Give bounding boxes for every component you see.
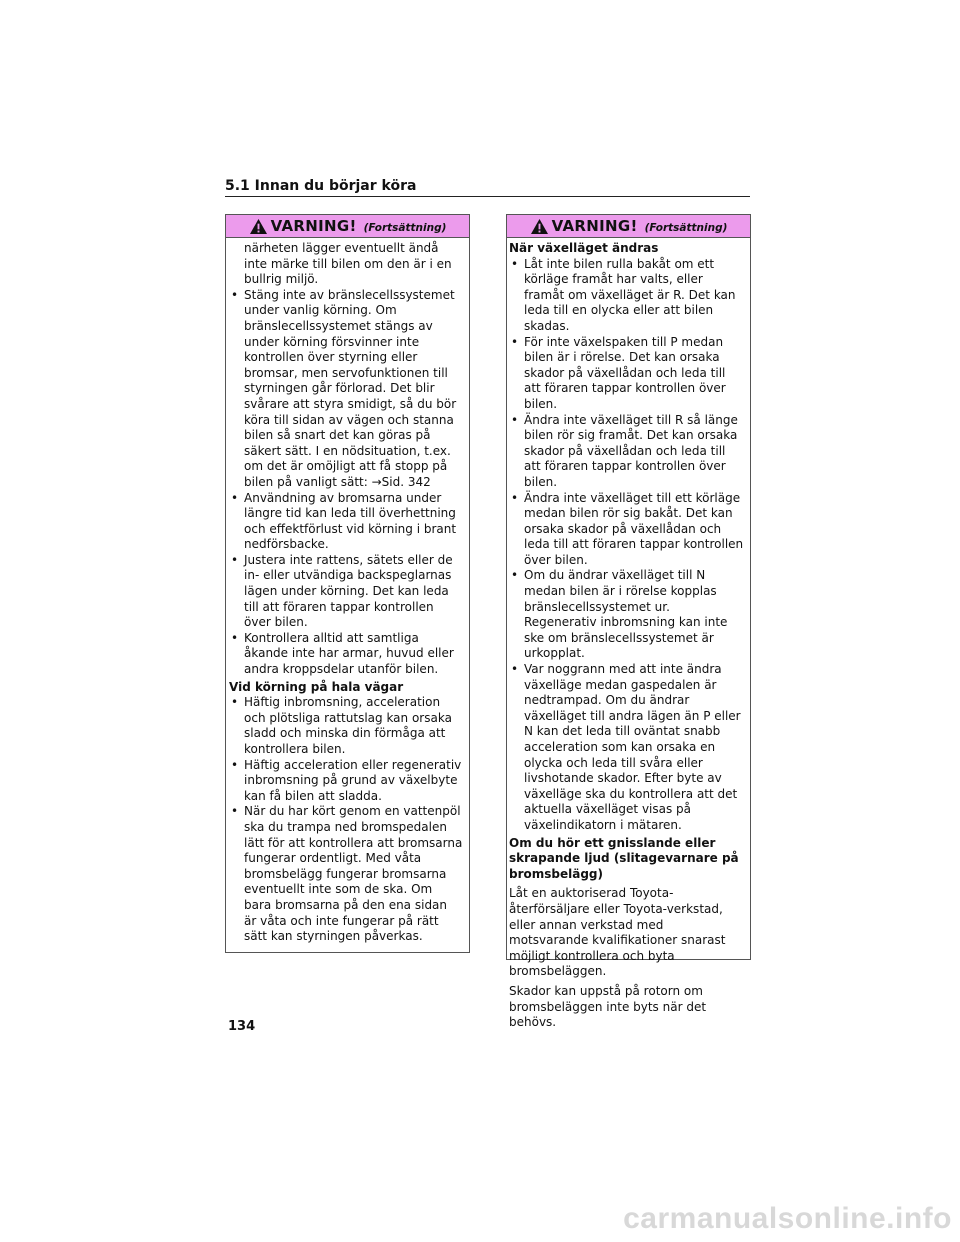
list-item: • Användning av bromsarna under längre tid kan leda till överhettning och effektförlust vid körning i brant nedförsbacke. xyxy=(229,491,463,553)
list-item: • Kontrollera alltid att samtliga åkande inte har armar, huvud eller andra kroppsdelar utanför bilen. xyxy=(229,631,463,678)
bullet-list xyxy=(509,257,744,834)
page-number: 134 xyxy=(228,1019,256,1034)
warning-body xyxy=(226,238,469,945)
subheading: När växelläget ändras xyxy=(509,241,659,255)
paragraph: Låt en auktoriserad Toyota-återförsäljare eller Toyota-verkstad, eller annan verkstad med motsvarande kvalifikationer snarast möjligt kontrollera och byta bromsbeläggen. xyxy=(509,886,726,979)
continued-text: närheten lägger eventuellt ändå inte märke till bilen om den är i en bullrig miljö. xyxy=(244,241,452,287)
subheading: Om du hör ett gnisslande eller skrapande ljud (slitagevarnare på bromsbelägg) xyxy=(509,835,739,881)
list-item: • När du har kört genom en vattenpöl ska du trampa ned bromspedalen lätt för att kontrollera att bromsarna fungerar ordentligt. Med våta bromsbelägg fungerar bromsarna eventuellt inte som de ska. Om bara bromsarna på den ena sidan är våta och inte fungerar på rätt sätt kan styrningen påverkas. xyxy=(229,804,463,944)
paragraph: Skador kan uppstå på rotorn om bromsbeläggen inte byts när det behövs. xyxy=(509,983,707,1030)
list-item: • Ändra inte växelläget till R så länge bilen rör sig framåt. Det kan orsaka skador på växellådan och leda till att föraren tappar kontrollen över bilen. xyxy=(509,413,744,491)
warning-triangle-icon xyxy=(530,218,549,235)
list-item: • Om du ändrar växelläget till N medan bilen är i rörelse kopplas bränslecellssystemet ur. Regenerativ inbromsning kan inte ske om bränslecellssystemet är urkopplat. xyxy=(509,568,744,662)
list-item: • För inte växelspaken till P medan bilen är i rörelse. Det kan orsaka skador på växellådan och leda till att föraren tappar kontrollen över bilen. xyxy=(509,335,744,413)
list-item: • Var noggrann med att inte ändra växelläge medan gaspedalen är nedtrampad. Om du ändrar växelläget till andra lägen än P eller N kan det leda till oväntat snabb acceleration som kan orsaka en olycka och leda till svåra eller livshotande skador. Efter byte av växelläge ska du kontrollera att det aktuella växelläget visas på växelindikatorn i mätaren. xyxy=(509,662,744,834)
list-item: • Stäng inte av bränslecellssystemet under vanlig körning. Om bränslecellssystemet stängs av under körning försvinner inte kontrollen över styrning eller bromsar, men servofunktionen till styrningen går förlorad. Det blir svårare att styra smidigt, så du bör köra till sidan av vägen och stanna bilen så snart det kan göras på säkert sätt. I en nödsituation, t.ex. om det är omöjligt att få stopp på bilen på vanligt sätt: →Sid. 342 xyxy=(229,288,463,491)
watermark: carmanualsonline.info xyxy=(623,1202,952,1235)
list-item: • Ändra inte växelläget till ett körläge medan bilen rör sig bakåt. Det kan orsaka skador på växellådan och leda till att föraren tappar kontrollen över bilen. xyxy=(509,491,744,569)
list-item: • Häftig inbromsning, acceleration och plötsliga rattutslag kan orsaka sladd och minska din förmåga att kontrollera bilen. xyxy=(229,695,463,757)
warning-box-left xyxy=(225,214,470,953)
list-item: • Justera inte rattens, sätets eller de in- eller utvändiga backspeglarnas lägen under körning. Det kan leda till att föraren tappar kontrollen över bilen. xyxy=(229,553,463,631)
warning-header xyxy=(507,215,750,238)
warning-title: VARNING! xyxy=(551,217,638,235)
bullet-list xyxy=(229,695,463,945)
list-item: • Låt inte bilen rulla bakåt om ett körläge framåt har valts, eller framåt om växelläget är R. Det kan leda till en olycka eller att bilen skadas. xyxy=(509,257,744,335)
warning-continued: (Fortsättning) xyxy=(644,221,728,234)
warning-title: VARNING! xyxy=(270,217,357,235)
bullet-list xyxy=(229,288,463,678)
warning-continued: (Fortsättning) xyxy=(363,221,447,234)
warning-body xyxy=(507,238,750,1031)
section-header: 5.1 Innan du börjar köra xyxy=(225,178,750,197)
subheading: Vid körning på hala vägar xyxy=(229,679,404,694)
warning-triangle-icon xyxy=(249,218,268,235)
warning-header xyxy=(226,215,469,238)
list-item: • Häftig acceleration eller regenerativ inbromsning på grund av växelbyte kan få bilen att sladda. xyxy=(229,758,463,805)
warning-box-right xyxy=(506,214,751,1030)
